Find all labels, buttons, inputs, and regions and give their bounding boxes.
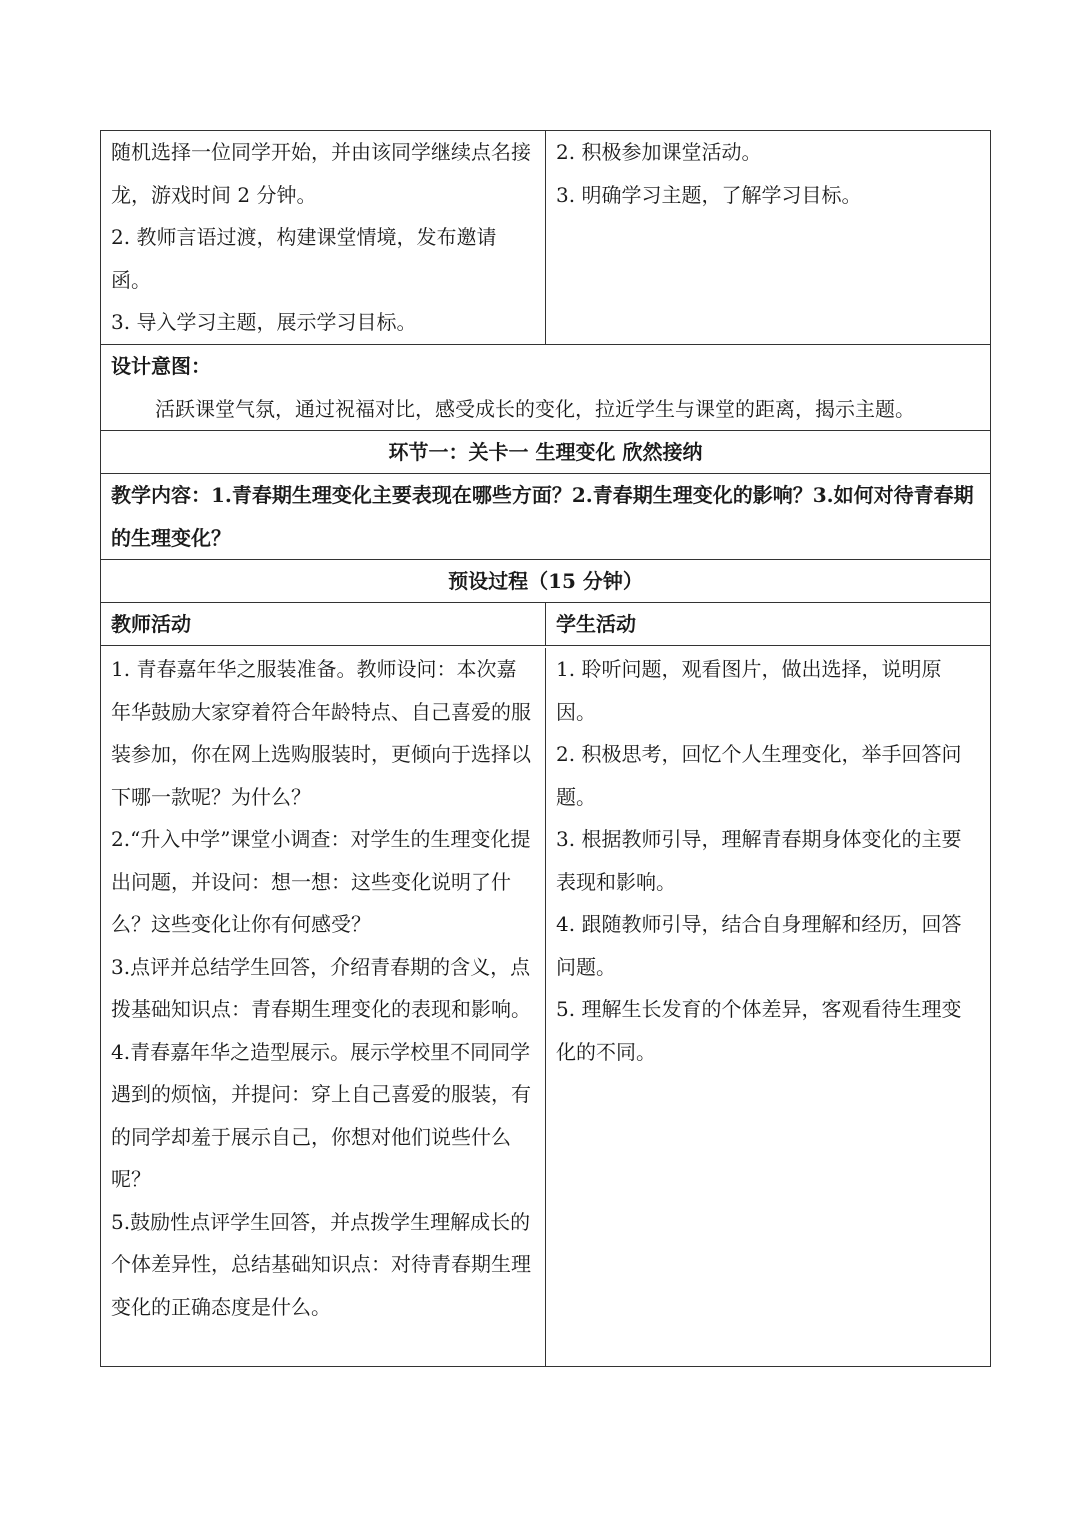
student-step: 1. 聆听问题，观看图片，做出选择，说明原因。 (556, 657, 942, 724)
teacher-activity-header: 教师活动 (101, 603, 546, 645)
teacher-step: 2.“升入中学”课堂小调查：对学生的生理变化提出问题，并设问：想一想：这些变化说明了什么？这些变化让你有何感受？ (111, 827, 531, 936)
student-step: 2. 积极思考，回忆个人生理变化，举手回答问题。 (556, 742, 962, 809)
teacher-activity-cell (101, 648, 546, 1366)
process-title-row (101, 560, 990, 603)
design-intent-row (101, 345, 990, 431)
teacher-activity-cell (101, 131, 546, 344)
student-step: 4. 跟随教师引导，结合自身理解和经历，回答问题。 (556, 912, 962, 979)
design-intent-text: 活跃课堂气氛，通过祝福对比，感受成长的变化，拉近学生与课堂的距离，揭示主题。 (155, 396, 915, 421)
teacher-step: 1. 青春嘉年华之服装准备。教师设问：本次嘉年华鼓励大家穿着符合年龄特点、自己喜爱的服装参加，你在网上选购服装时，更倾向于选择以下哪一款呢？为什么？ (111, 657, 531, 809)
section-title: 环节一：关卡一 生理变化 欣然接纳 (388, 440, 703, 464)
student-step: 2. 积极参加课堂活动。 (556, 140, 762, 164)
student-step: 3. 根据教师引导，理解青春期身体变化的主要表现和影响。 (556, 827, 962, 894)
teaching-content: 教学内容：1.青春期生理变化主要表现在哪些方面？2.青春期生理变化的影响？3.如何对待青春期的生理变化？ (111, 483, 974, 550)
teacher-step: 5.鼓励性点评学生回答，并点拨学生理解成长的个体差异性，总结基础知识点：对待青春期生理变化的正确态度是什么。 (111, 1209, 531, 1319)
design-intent-label: 设计意图： (111, 354, 211, 378)
teacher-step: 4.青春嘉年华之造型展示。展示学校里不同同学遇到的烦恼，并提问：穿上自己喜爱的服装，有的同学却羞于展示自己，你想对他们说些什么呢？ (111, 1039, 531, 1191)
intro-activity-row (101, 131, 990, 345)
student-activity-cell (546, 648, 990, 1366)
teacher-step: 2. 教师言语过渡，构建课堂情境，发布邀请函。 (111, 225, 497, 292)
lesson-plan-table (100, 130, 991, 1367)
section-title-row (101, 431, 990, 474)
teacher-step: 3.点评并总结学生回答，介绍青春期的含义，点拨基础知识点：青春期生理变化的表现和影响。 (111, 954, 531, 1021)
student-step: 3. 明确学习主题，了解学习目标。 (556, 182, 862, 207)
design-intent-cell (101, 345, 990, 430)
student-step: 5. 理解生长发育的个体差异，客观看待生理变化的不同。 (556, 997, 962, 1064)
student-activity-cell (546, 131, 990, 344)
teacher-step: 随机选择一位同学开始，并由该同学继续点名接龙，游戏时间 2 分钟。 (111, 140, 531, 207)
process-title: 预设过程（15 分钟） (448, 569, 643, 593)
teaching-content-row (101, 474, 990, 560)
teacher-step: 3. 导入学习主题，展示学习目标。 (111, 310, 417, 334)
activities-row (101, 646, 990, 1366)
header-row (101, 603, 990, 646)
student-activity-header: 学生活动 (556, 612, 636, 636)
